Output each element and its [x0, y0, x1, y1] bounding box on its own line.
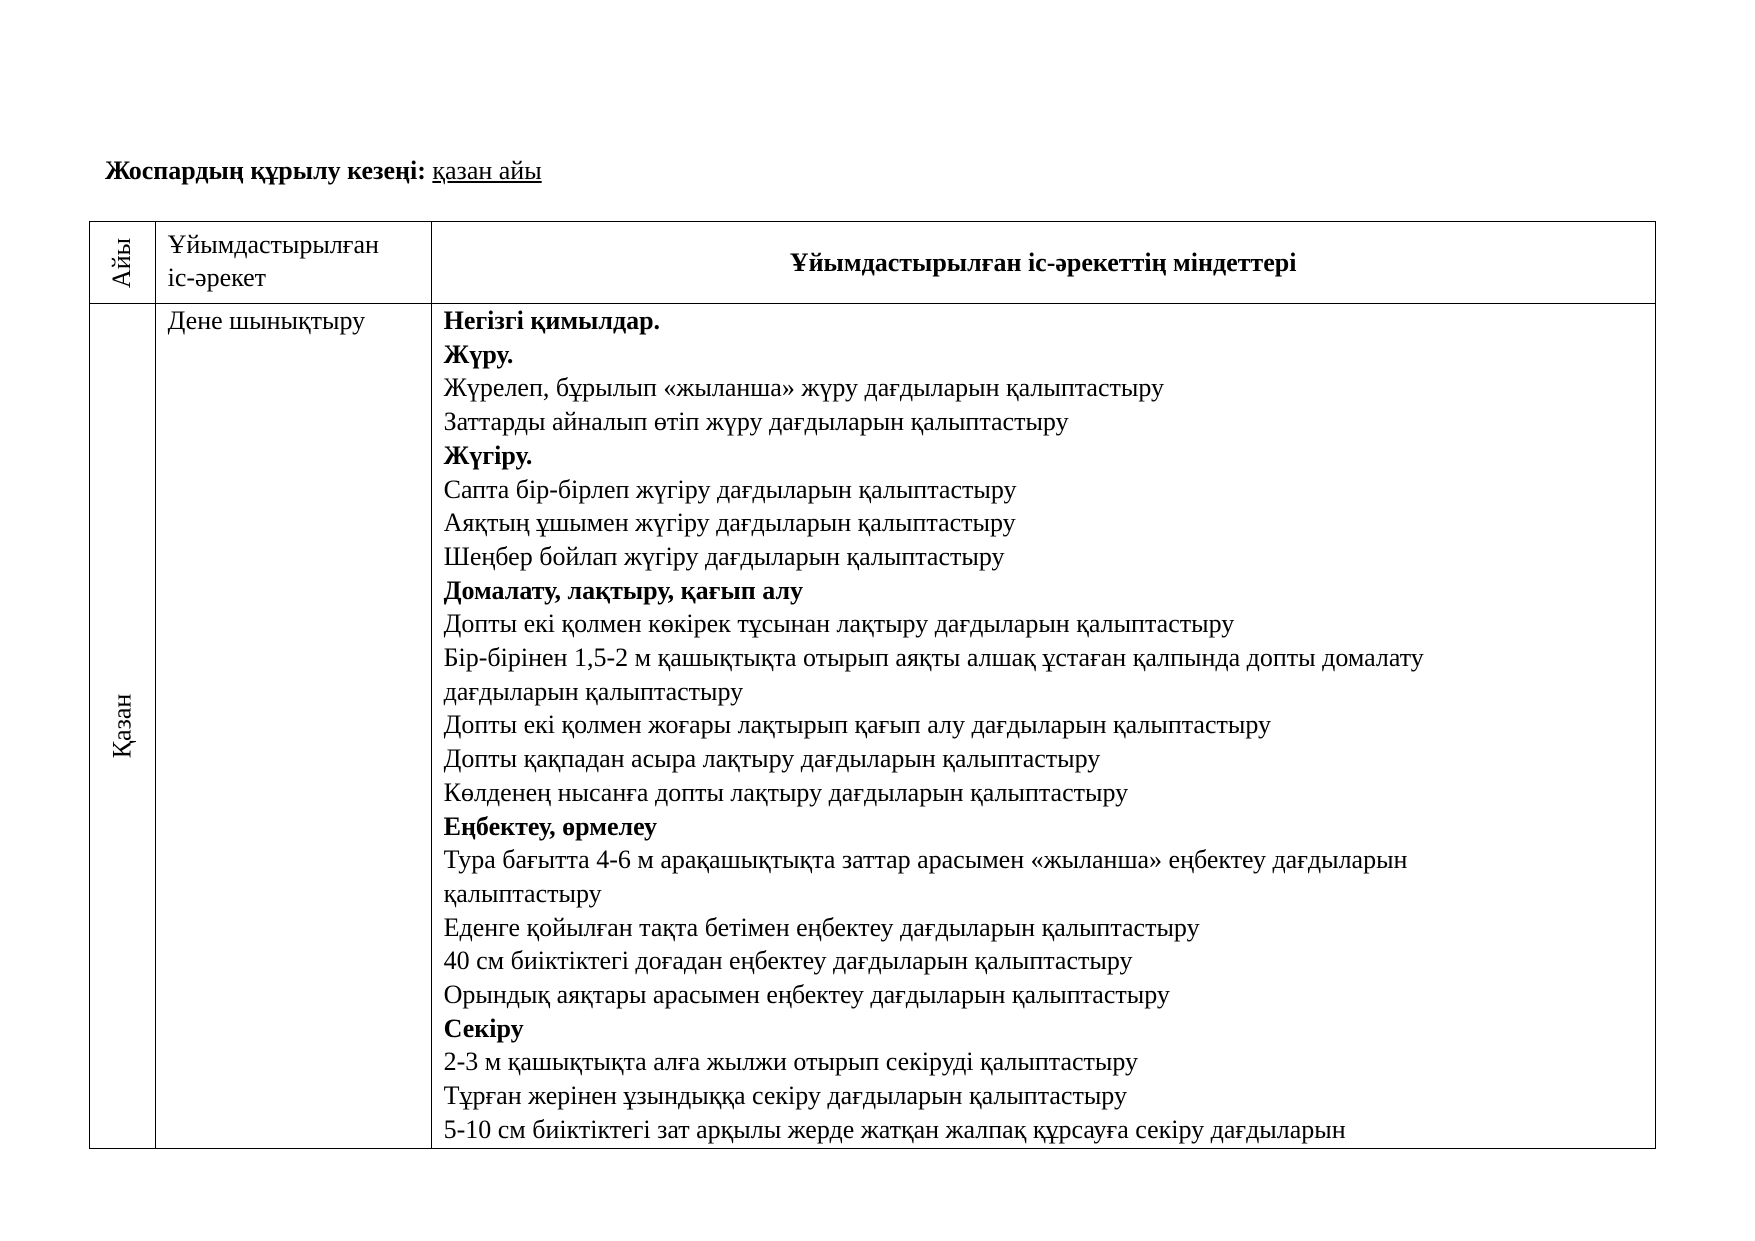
activity-column-header — [155, 222, 431, 304]
task-section-heading: Секіру — [443, 1013, 524, 1043]
task-section-heading: Жүгіру. — [443, 440, 533, 470]
task-section-heading: Жүру. — [443, 339, 514, 369]
month-cell — [90, 304, 156, 1149]
activity-column-header-line-2: іс-әрекет — [167, 263, 266, 292]
task-section-heading: Негізгі қимылдар. — [443, 306, 661, 335]
task-item: Допты қақпадан асыра лақтыру дағдыларын қалыптастыру — [443, 744, 1101, 774]
task-item: Бір-бірінен 1,5-2 м қашықтықта отырып аяқты алшақ ұстаған қалпында допты домалату — [443, 643, 1424, 673]
month-column-header — [90, 222, 156, 304]
task-item: Тура бағытта 4-6 м арақашықтықта заттар арасымен «жыланша» еңбектеу дағдыларын — [443, 845, 1408, 875]
task-item: Допты екі қолмен жоғары лақтырып қағып алу дағдыларын қалыптастыру — [443, 710, 1272, 740]
task-item: Жүрелеп, бұрылып «жыланша» жүру дағдыларын қалыптастыру — [443, 373, 1165, 403]
task-item: Орындық аяқтары арасымен еңбектеу дағдыларын қалыптастыру — [443, 980, 1170, 1010]
task-item: Сапта бір-бірлеп жүгіру дағдыларын қалыптастыру — [443, 474, 1017, 504]
table-header-row — [90, 222, 1656, 304]
task-item: 2-3 м қашықтықта алға жылжи отырып секіруді қалыптастыру — [443, 1047, 1139, 1077]
task-item: дағдыларын қалыптастыру — [443, 676, 744, 706]
table-row — [90, 304, 1656, 1149]
task-item: Допты екі қолмен көкірек тұсынан лақтыру дағдыларын қалыптастыру — [443, 609, 1235, 639]
task-item: Тұрған жерінен ұзындыққа секіру дағдыларын қалыптастыру — [443, 1081, 1127, 1111]
task-list — [444, 304, 1645, 1147]
tasks-column-header: Ұйымдастырылған іс-әрекеттің міндеттері — [431, 222, 1655, 304]
task-item: 5-10 см биіктіктегі зат арқылы жерде жатқан жалпақ құрсауға секіру дағдыларын — [443, 1114, 1346, 1144]
task-item: 40 см биіктіктегі доғадан еңбектеу дағдыларын қалыптастыру — [443, 946, 1133, 976]
plan-period-heading — [105, 154, 542, 188]
tasks-cell — [431, 304, 1655, 1149]
month-column-header-text: Айы — [107, 237, 137, 288]
activity-plan-table — [89, 221, 1656, 1149]
plan-period-value: қазан айы — [432, 156, 542, 185]
activity-column-header-line-1: Ұйымдастырылған — [167, 230, 379, 259]
plan-period-label: Жоспардың құрылу кезеңі: — [105, 156, 426, 185]
month-cell-text: Қазан — [107, 693, 137, 759]
task-item: Шеңбер бойлап жүгіру дағдыларын қалыптастыру — [443, 541, 1005, 571]
task-item: Заттарды айналып өтіп жүру дағдыларын қалыптастыру — [443, 407, 1069, 437]
task-item: Аяқтың ұшымен жүгіру дағдыларын қалыптастыру — [443, 508, 1016, 538]
task-item: Көлденең нысанға допты лақтыру дағдыларын қалыптастыру — [443, 777, 1129, 807]
activity-cell: Дене шынықтыру — [155, 304, 431, 1149]
task-item: қалыптастыру — [443, 878, 602, 908]
task-item: Еденге қойылған тақта бетімен еңбектеу дағдыларын қалыптастыру — [443, 912, 1200, 942]
task-section-heading: Домалату, лақтыру, қағып алу — [443, 575, 804, 605]
task-section-heading: Еңбектеу, өрмелеу — [443, 811, 657, 841]
